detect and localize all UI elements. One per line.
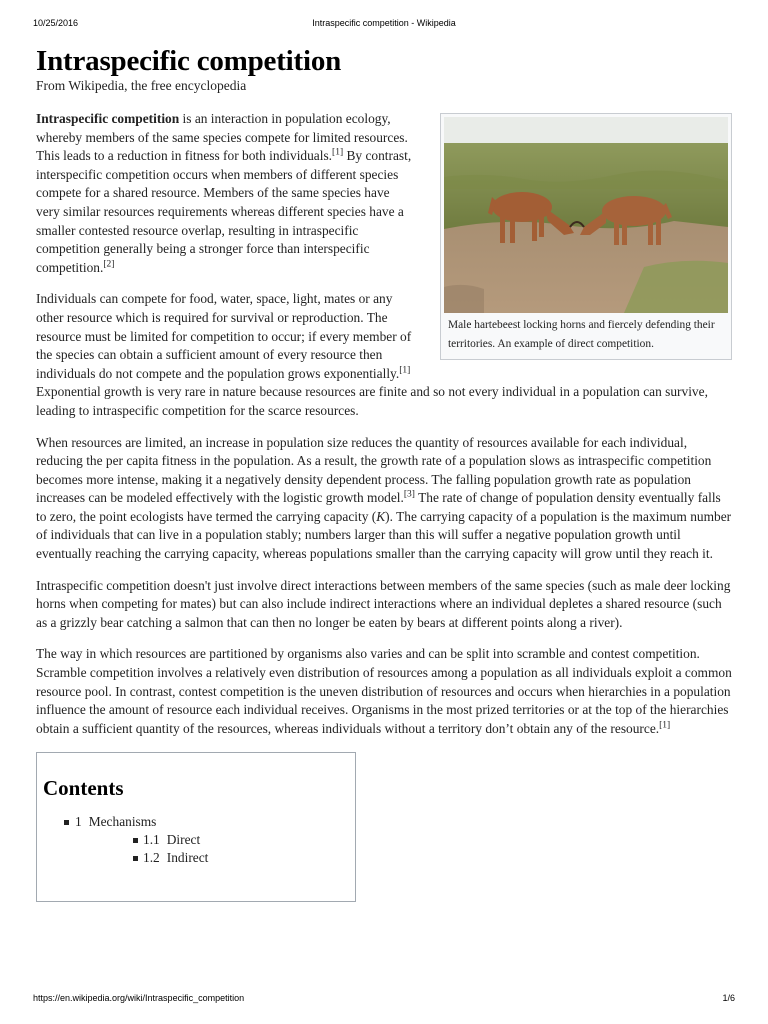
bold-term: Intraspecific competition: [36, 111, 180, 126]
site-tagline: From Wikipedia, the free encyclopedia: [36, 78, 247, 93]
toc-item-indirect[interactable]: 1.2 Indirect: [75, 849, 349, 867]
toc-item-mechanisms[interactable]: 1 Mechanisms 1.1 Direct 1.2 Indirect: [43, 813, 349, 867]
paragraph-resources: Individuals can compete for food, water, space, light, mates or any other resource which is required for survival or reproduction. The resource must be limited for competition to occur; if every member of the species can obtain a sufficient amount of every resource then individuals do not compete and the population grows exponentially.[1] Exponential growth is very rare in nature because resources are finite and so not every individual in a population can survive, leading to intraspecific competition for the scarce resources.: [36, 291, 708, 418]
toc-title: Contents: [43, 776, 124, 801]
citation-link[interactable]: [1]: [399, 365, 411, 376]
print-footer: [33, 993, 735, 1005]
citation-link[interactable]: [2]: [103, 259, 115, 270]
citation-link[interactable]: [1]: [332, 147, 344, 158]
paragraph-carrying-capacity: When resources are limited, an increase in population size reduces the quantity of resources available for each individual, reducing the per capita fitness in the population. As a result, the growth rate of a population slows as intraspecific competition becomes more intense, making it a negatively density dependent process. The falling population growth rate as population increases can be modeled effectively with the logistic growth model.[3] The rate of change of population density eventually falls to zero, the point ecologists have termed the carrying capacity (K). The carrying capacity of a population is the maximum number of individuals that can live in a population stably; numbers larger than this will suffer a negative population growth until eventually reaching the carrying capacity, whereas populations smaller than the carrying capacity will grow until they reach it.: [36, 434, 732, 562]
table-of-contents: [36, 752, 356, 902]
paragraph-scramble-contest: The way in which resources are partitioned by organisms also varies and can be split into scramble and contest competition. Scramble competition involves a relatively even distribution of resources among a population as all individuals exploit a common resource pool. In contrast, contest competition is the uneven distribution of resources and occurs when hierarchies in a population influence the amount of resource each individual receives. Organisms in the most prized territories or at the top of the hierarchies obtain a sufficient quantity of the resources, whereas individuals without a territory don’t obtain any of the resource.[1]: [36, 646, 732, 736]
page-title: Intraspecific competition: [36, 45, 342, 77]
page-url[interactable]: https://en.wikipedia.org/wiki/Intraspecific_competition: [33, 993, 245, 1003]
hartebeest-photo[interactable]: [444, 117, 728, 313]
print-page-title: Intraspecific competition - Wikipedia: [312, 18, 456, 28]
article-content: [36, 44, 732, 902]
page-number: 1/6: [722, 993, 735, 1003]
paragraph-interactions: Intraspecific competition doesn't just involve direct interactions between members of the same species (such as male deer locking horns when competing for mates) but can also include indirect interactions where an individual depletes a shared resource (such as a grizzly bear catching a salmon that can then no longer be eaten by bears at different points along a river).: [36, 577, 731, 630]
figure-caption: Male hartebeest locking horns and fiercely defending their territories. An example of direct competition.: [448, 319, 715, 350]
print-header: [33, 18, 735, 30]
paragraph-intro: Intraspecific competition is an interaction in population ecology, whereby members of the same species compete for limited resources. This leads to a reduction in fitness for both individuals.[1] By contrast, interspecific competition occurs when members of different species compete for a shared resource. Members of the same species have very similar resources requirements whereas different species have a smaller contested resource overlap, resulting in intraspecific competition generally being a stronger force than interspecific competition.[2]: [36, 111, 412, 275]
citation-link[interactable]: [3]: [403, 489, 415, 500]
figure-thumbnail: [440, 113, 732, 360]
citation-link[interactable]: [1]: [659, 720, 671, 731]
toc-item-direct[interactable]: 1.1 Direct: [75, 831, 349, 849]
print-date: 10/25/2016: [33, 18, 79, 28]
